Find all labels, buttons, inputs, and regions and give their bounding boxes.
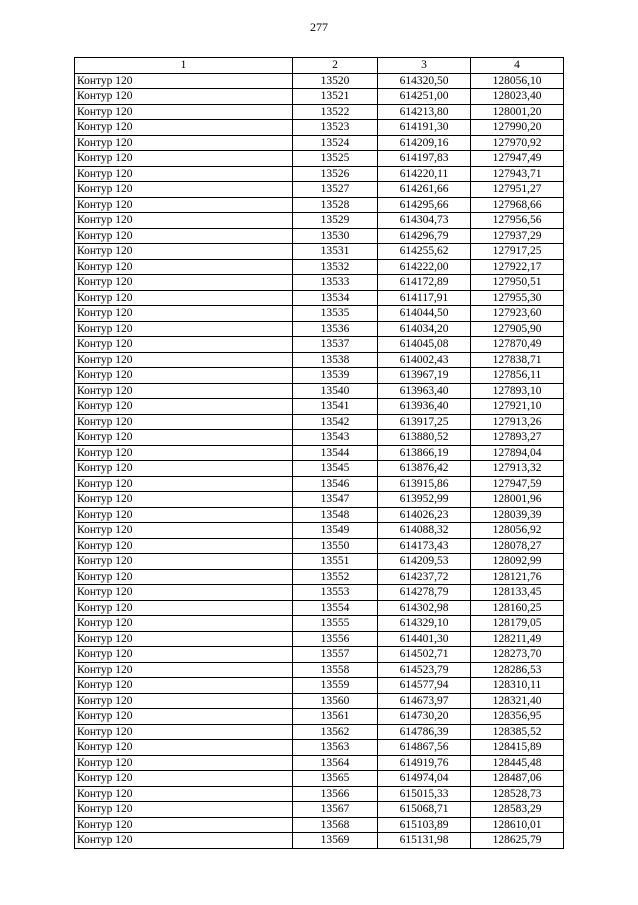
y-coordinate-cell: 127947,49: [471, 151, 564, 167]
contour-name-cell: Контур 120: [75, 740, 293, 756]
x-coordinate-cell: 613952,99: [378, 492, 471, 508]
y-coordinate-cell: 128211,49: [471, 631, 564, 647]
contour-name-cell: Контур 120: [75, 151, 293, 167]
y-coordinate-cell: 128415,89: [471, 740, 564, 756]
y-coordinate-cell: 128310,11: [471, 678, 564, 694]
x-coordinate-cell: 614209,53: [378, 554, 471, 570]
contour-name-cell: Контур 120: [75, 755, 293, 771]
x-coordinate-cell: 614213,80: [378, 104, 471, 120]
table-row: [75, 306, 564, 322]
point-number-cell: 13553: [293, 585, 378, 601]
contour-name-cell: Контур 120: [75, 166, 293, 182]
contour-name-cell: Контур 120: [75, 647, 293, 663]
y-coordinate-cell: 128321,40: [471, 693, 564, 709]
point-number-cell: 13558: [293, 662, 378, 678]
y-coordinate-cell: 127893,27: [471, 430, 564, 446]
point-number-cell: 13566: [293, 786, 378, 802]
contour-name-cell: Контур 120: [75, 73, 293, 89]
x-coordinate-cell: 614278,79: [378, 585, 471, 601]
point-number-cell: 13537: [293, 337, 378, 353]
table-row: [75, 740, 564, 756]
table-row: [75, 120, 564, 136]
y-coordinate-cell: 128133,45: [471, 585, 564, 601]
y-coordinate-cell: 128121,76: [471, 569, 564, 585]
y-coordinate-cell: 128528,73: [471, 786, 564, 802]
contour-name-cell: Контур 120: [75, 771, 293, 787]
y-coordinate-cell: 127947,59: [471, 476, 564, 492]
y-coordinate-cell: 128023,40: [471, 89, 564, 105]
x-coordinate-cell: 614786,39: [378, 724, 471, 740]
x-coordinate-cell: 615015,33: [378, 786, 471, 802]
contour-name-cell: Контур 120: [75, 709, 293, 725]
table-row: [75, 290, 564, 306]
y-coordinate-cell: 128160,25: [471, 600, 564, 616]
y-coordinate-cell: 128583,29: [471, 802, 564, 818]
table-header-row: [75, 58, 564, 74]
contour-name-cell: Контур 120: [75, 507, 293, 523]
page-number: 277: [310, 20, 328, 34]
contour-name-cell: Контур 120: [75, 337, 293, 353]
contour-name-cell: Контур 120: [75, 724, 293, 740]
x-coordinate-cell: 614088,32: [378, 523, 471, 539]
table-row: [75, 585, 564, 601]
table-row: [75, 678, 564, 694]
contour-name-cell: Контур 120: [75, 197, 293, 213]
contour-name-cell: Контур 120: [75, 352, 293, 368]
table-row: [75, 383, 564, 399]
contour-name-cell: Контур 120: [75, 290, 293, 306]
point-number-cell: 13551: [293, 554, 378, 570]
y-coordinate-cell: 127950,51: [471, 275, 564, 291]
table-row: [75, 786, 564, 802]
y-coordinate-cell: 128356,95: [471, 709, 564, 725]
y-coordinate-cell: 128001,20: [471, 104, 564, 120]
y-coordinate-cell: 128001,96: [471, 492, 564, 508]
y-coordinate-cell: 127923,60: [471, 306, 564, 322]
x-coordinate-cell: 614320,50: [378, 73, 471, 89]
contour-name-cell: Контур 120: [75, 445, 293, 461]
table-row: [75, 275, 564, 291]
table-row: [75, 569, 564, 585]
point-number-cell: 13560: [293, 693, 378, 709]
table-row: [75, 833, 564, 849]
x-coordinate-cell: 614304,73: [378, 213, 471, 229]
point-number-cell: 13545: [293, 461, 378, 477]
table-row: [75, 755, 564, 771]
x-coordinate-cell: 614255,62: [378, 244, 471, 260]
point-number-cell: 13534: [293, 290, 378, 306]
x-coordinate-cell: 614502,71: [378, 647, 471, 663]
point-number-cell: 13564: [293, 755, 378, 771]
contour-name-cell: Контур 120: [75, 182, 293, 198]
y-coordinate-cell: 127856,11: [471, 368, 564, 384]
table-row: [75, 554, 564, 570]
y-coordinate-cell: 128610,01: [471, 817, 564, 833]
y-coordinate-cell: 128445,48: [471, 755, 564, 771]
table-row: [75, 337, 564, 353]
table-body: [75, 73, 564, 848]
contour-name-cell: Контур 120: [75, 616, 293, 632]
contour-name-cell: Контур 120: [75, 786, 293, 802]
contour-name-cell: Контур 120: [75, 523, 293, 539]
point-number-cell: 13562: [293, 724, 378, 740]
table-row: [75, 631, 564, 647]
table-row: [75, 89, 564, 105]
point-number-cell: 13550: [293, 538, 378, 554]
point-number-cell: 13541: [293, 399, 378, 415]
point-number-cell: 13565: [293, 771, 378, 787]
point-number-cell: 13554: [293, 600, 378, 616]
contour-name-cell: Контур 120: [75, 430, 293, 446]
y-coordinate-cell: 128487,06: [471, 771, 564, 787]
x-coordinate-cell: 614197,83: [378, 151, 471, 167]
y-coordinate-cell: 128286,53: [471, 662, 564, 678]
x-coordinate-cell: 614117,91: [378, 290, 471, 306]
contour-name-cell: Контур 120: [75, 678, 293, 694]
table-row: [75, 461, 564, 477]
point-number-cell: 13523: [293, 120, 378, 136]
x-coordinate-cell: 613880,52: [378, 430, 471, 446]
point-number-cell: 13535: [293, 306, 378, 322]
x-coordinate-cell: 614867,56: [378, 740, 471, 756]
x-coordinate-cell: 614523,79: [378, 662, 471, 678]
y-coordinate-cell: 127951,27: [471, 182, 564, 198]
x-coordinate-cell: 614295,66: [378, 197, 471, 213]
y-coordinate-cell: 127970,92: [471, 135, 564, 151]
x-coordinate-cell: 615131,98: [378, 833, 471, 849]
point-number-cell: 13520: [293, 73, 378, 89]
table-row: [75, 151, 564, 167]
x-coordinate-cell: 614002,43: [378, 352, 471, 368]
point-number-cell: 13532: [293, 259, 378, 275]
x-coordinate-cell: 614209,16: [378, 135, 471, 151]
y-coordinate-cell: 127922,17: [471, 259, 564, 275]
table-row: [75, 616, 564, 632]
y-coordinate-cell: 128625,79: [471, 833, 564, 849]
y-coordinate-cell: 127838,71: [471, 352, 564, 368]
table-row: [75, 724, 564, 740]
y-coordinate-cell: 128056,10: [471, 73, 564, 89]
y-coordinate-cell: 127956,56: [471, 213, 564, 229]
y-coordinate-cell: 128273,70: [471, 647, 564, 663]
point-number-cell: 13561: [293, 709, 378, 725]
x-coordinate-cell: 614577,94: [378, 678, 471, 694]
table-row: [75, 492, 564, 508]
point-number-cell: 13529: [293, 213, 378, 229]
table-row: [75, 399, 564, 415]
x-coordinate-cell: 613967,19: [378, 368, 471, 384]
x-coordinate-cell: 614919,76: [378, 755, 471, 771]
contour-name-cell: Контур 120: [75, 476, 293, 492]
y-coordinate-cell: 127913,32: [471, 461, 564, 477]
contour-name-cell: Контур 120: [75, 228, 293, 244]
y-coordinate-cell: 128056,92: [471, 523, 564, 539]
contour-name-cell: Контур 120: [75, 244, 293, 260]
table-row: [75, 538, 564, 554]
point-number-cell: 13563: [293, 740, 378, 756]
y-coordinate-cell: 127917,25: [471, 244, 564, 260]
point-number-cell: 13556: [293, 631, 378, 647]
point-number-cell: 13522: [293, 104, 378, 120]
x-coordinate-cell: 614302,98: [378, 600, 471, 616]
x-coordinate-cell: 614045,08: [378, 337, 471, 353]
table-row: [75, 166, 564, 182]
point-number-cell: 13555: [293, 616, 378, 632]
point-number-cell: 13543: [293, 430, 378, 446]
point-number-cell: 13524: [293, 135, 378, 151]
table-row: [75, 647, 564, 663]
contour-name-cell: Контур 120: [75, 693, 293, 709]
contour-name-cell: Контур 120: [75, 492, 293, 508]
y-coordinate-cell: 127893,10: [471, 383, 564, 399]
point-number-cell: 13557: [293, 647, 378, 663]
table-row: [75, 73, 564, 89]
contour-name-cell: Контур 120: [75, 104, 293, 120]
point-number-cell: 13552: [293, 569, 378, 585]
x-coordinate-cell: 613936,40: [378, 399, 471, 415]
point-number-cell: 13539: [293, 368, 378, 384]
table-row: [75, 213, 564, 229]
x-coordinate-cell: 614401,30: [378, 631, 471, 647]
x-coordinate-cell: 615068,71: [378, 802, 471, 818]
y-coordinate-cell: 127955,30: [471, 290, 564, 306]
point-number-cell: 13559: [293, 678, 378, 694]
table-row: [75, 197, 564, 213]
y-coordinate-cell: 127937,29: [471, 228, 564, 244]
point-number-cell: 13549: [293, 523, 378, 539]
x-coordinate-cell: 614191,30: [378, 120, 471, 136]
x-coordinate-cell: 614730,20: [378, 709, 471, 725]
x-coordinate-cell: 614974,04: [378, 771, 471, 787]
y-coordinate-cell: 128385,52: [471, 724, 564, 740]
table-row: [75, 228, 564, 244]
table-row: [75, 771, 564, 787]
point-number-cell: 13542: [293, 414, 378, 430]
contour-name-cell: Контур 120: [75, 569, 293, 585]
x-coordinate-cell: 614296,79: [378, 228, 471, 244]
table-row: [75, 352, 564, 368]
y-coordinate-cell: 127921,10: [471, 399, 564, 415]
contour-name-cell: Контур 120: [75, 833, 293, 849]
y-coordinate-cell: 128092,99: [471, 554, 564, 570]
contour-name-cell: Контур 120: [75, 89, 293, 105]
x-coordinate-cell: 614673,97: [378, 693, 471, 709]
point-number-cell: 13536: [293, 321, 378, 337]
contour-name-cell: Контур 120: [75, 306, 293, 322]
point-number-cell: 13540: [293, 383, 378, 399]
table-row: [75, 430, 564, 446]
y-coordinate-cell: 127990,20: [471, 120, 564, 136]
contour-name-cell: Контур 120: [75, 538, 293, 554]
contour-name-cell: Контур 120: [75, 383, 293, 399]
point-number-cell: 13521: [293, 89, 378, 105]
table-row: [75, 693, 564, 709]
table-row: [75, 368, 564, 384]
table-row: [75, 259, 564, 275]
point-number-cell: 13531: [293, 244, 378, 260]
contour-name-cell: Контур 120: [75, 368, 293, 384]
point-number-cell: 13546: [293, 476, 378, 492]
y-coordinate-cell: 127905,90: [471, 321, 564, 337]
column-header: 2: [293, 58, 378, 74]
point-number-cell: 13527: [293, 182, 378, 198]
contour-name-cell: Контур 120: [75, 213, 293, 229]
x-coordinate-cell: 614261,66: [378, 182, 471, 198]
contour-name-cell: Контур 120: [75, 275, 293, 291]
table-row: [75, 476, 564, 492]
point-number-cell: 13569: [293, 833, 378, 849]
contour-name-cell: Контур 120: [75, 321, 293, 337]
point-number-cell: 13530: [293, 228, 378, 244]
table-row: [75, 445, 564, 461]
x-coordinate-cell: 613915,86: [378, 476, 471, 492]
x-coordinate-cell: 613963,40: [378, 383, 471, 399]
y-coordinate-cell: 127913,26: [471, 414, 564, 430]
x-coordinate-cell: 614329,10: [378, 616, 471, 632]
contour-name-cell: Контур 120: [75, 399, 293, 415]
point-number-cell: 13538: [293, 352, 378, 368]
table-row: [75, 802, 564, 818]
x-coordinate-cell: 614220,11: [378, 166, 471, 182]
x-coordinate-cell: 614173,43: [378, 538, 471, 554]
column-header: 3: [378, 58, 471, 74]
y-coordinate-cell: 127968,66: [471, 197, 564, 213]
table-row: [75, 182, 564, 198]
x-coordinate-cell: 613917,25: [378, 414, 471, 430]
contour-name-cell: Контур 120: [75, 585, 293, 601]
x-coordinate-cell: 615103,89: [378, 817, 471, 833]
y-coordinate-cell: 127870,49: [471, 337, 564, 353]
contour-name-cell: Контур 120: [75, 600, 293, 616]
y-coordinate-cell: 127894,04: [471, 445, 564, 461]
x-coordinate-cell: 613866,19: [378, 445, 471, 461]
table-row: [75, 135, 564, 151]
point-number-cell: 13525: [293, 151, 378, 167]
table-row: [75, 414, 564, 430]
point-number-cell: 13567: [293, 802, 378, 818]
table-row: [75, 817, 564, 833]
point-number-cell: 13547: [293, 492, 378, 508]
contour-name-cell: Контур 120: [75, 662, 293, 678]
point-number-cell: 13544: [293, 445, 378, 461]
x-coordinate-cell: 614222,00: [378, 259, 471, 275]
contour-name-cell: Контур 120: [75, 461, 293, 477]
table-row: [75, 244, 564, 260]
y-coordinate-cell: 128078,27: [471, 538, 564, 554]
point-number-cell: 13548: [293, 507, 378, 523]
table-row: [75, 523, 564, 539]
table-row: [75, 507, 564, 523]
contour-name-cell: Контур 120: [75, 802, 293, 818]
contour-name-cell: Контур 120: [75, 259, 293, 275]
contour-name-cell: Контур 120: [75, 817, 293, 833]
contour-name-cell: Контур 120: [75, 120, 293, 136]
y-coordinate-cell: 128179,05: [471, 616, 564, 632]
contour-name-cell: Контур 120: [75, 414, 293, 430]
table-row: [75, 662, 564, 678]
column-header: 4: [471, 58, 564, 74]
y-coordinate-cell: 127943,71: [471, 166, 564, 182]
point-number-cell: 13528: [293, 197, 378, 213]
coordinates-table: [74, 57, 564, 849]
contour-name-cell: Контур 120: [75, 554, 293, 570]
point-number-cell: 13526: [293, 166, 378, 182]
y-coordinate-cell: 128039,39: [471, 507, 564, 523]
contour-name-cell: Контур 120: [75, 135, 293, 151]
point-number-cell: 13533: [293, 275, 378, 291]
table-row: [75, 321, 564, 337]
table-row: [75, 709, 564, 725]
point-number-cell: 13568: [293, 817, 378, 833]
column-header: 1: [75, 58, 293, 74]
x-coordinate-cell: 614172,89: [378, 275, 471, 291]
table-row: [75, 104, 564, 120]
contour-name-cell: Контур 120: [75, 631, 293, 647]
x-coordinate-cell: 614034,20: [378, 321, 471, 337]
x-coordinate-cell: 614044,50: [378, 306, 471, 322]
table-row: [75, 600, 564, 616]
x-coordinate-cell: 614251,00: [378, 89, 471, 105]
x-coordinate-cell: 614237,72: [378, 569, 471, 585]
x-coordinate-cell: 614026,23: [378, 507, 471, 523]
x-coordinate-cell: 613876,42: [378, 461, 471, 477]
